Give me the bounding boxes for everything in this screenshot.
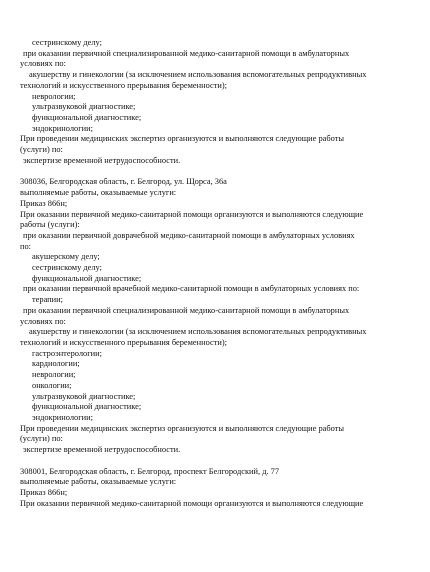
text-line: ультразвуковой диагностике; <box>32 391 136 401</box>
text-line: работы (услуги): <box>20 220 80 230</box>
text-line: технологий и искусственного прерывания беременности); <box>20 80 227 90</box>
text-line: при оказании первичной врачебной медико-санитарной помощи в амбулаторных условиях по: <box>23 284 360 294</box>
paragraph-gap <box>20 166 410 177</box>
text-line: При проведении медицинских экспертиз организуются и выполняются следующие работы <box>20 134 344 144</box>
text-line: При оказании первичной медико-санитарной помощи организуются и выполняются следующие <box>20 209 364 219</box>
text-line: условиях по: <box>20 316 66 326</box>
address-block <box>20 177 410 455</box>
text-line: функциональной диагностике; <box>32 112 142 122</box>
text-line: выполняемые работы, оказываемые услуги: <box>20 477 177 487</box>
text-line: Приказ 866н; <box>20 198 68 208</box>
text-line: (услуги) по: <box>20 434 63 444</box>
text-line: при оказании первичной специализированной медико-санитарной помощи в амбулаторных <box>23 305 350 315</box>
text-line: при оказании первичной специализированной медико-санитарной помощи в амбулаторных <box>23 48 350 58</box>
text-line: сестринскому делу; <box>32 38 102 47</box>
text-line: неврологии; <box>32 370 76 380</box>
text-line: акушерству и гинекологии (за исключением использования вспомогательных репродуктивных <box>29 327 367 337</box>
text-line: при оказании первичной доврачебной медико-санитарной помощи в амбулаторных условиях <box>23 230 355 240</box>
text-line: по: <box>20 241 31 251</box>
text-line: терапии; <box>32 295 63 305</box>
text-line: неврологии; <box>32 91 76 101</box>
address-block <box>20 467 410 510</box>
text-line: При проведении медицинских экспертиз организуются и выполняются следующие работы <box>20 423 344 433</box>
text-line: экспертизе временной нетрудоспособности. <box>23 155 181 165</box>
paragraph-gap <box>20 456 410 467</box>
text-line: функциональной диагностике; <box>32 402 142 412</box>
text-line: онкологии; <box>32 380 72 390</box>
text-line: экспертизе временной нетрудоспособности. <box>23 445 181 455</box>
address-block <box>20 38 410 166</box>
text-line: 308036, Белгородская область, г. Белгород, ул. Щорса, 36а <box>20 177 227 187</box>
text-line: акушерству и гинекологии (за исключением использования вспомогательных репродуктивных <box>29 70 367 80</box>
text-line: кардиологии; <box>32 359 80 369</box>
text-line: ультразвуковой диагностике; <box>32 102 136 112</box>
text-line: акушерскому делу; <box>32 252 100 262</box>
text-line: эндокринологии; <box>32 412 93 422</box>
text-line: функциональной диагностике; <box>32 273 142 283</box>
text-line: При оказании первичной медико-санитарной помощи организуются и выполняются следующие <box>20 498 364 508</box>
text-line: 308001, Белгородская область, г. Белгород, проспект Белгородский, д. 77 <box>20 466 280 476</box>
document-body <box>20 38 410 510</box>
text-line: сестринскому делу; <box>32 263 102 273</box>
text-line: гастроэнтерологии; <box>32 348 102 358</box>
text-line: условиях по: <box>20 59 66 69</box>
text-line: Приказ 866н; <box>20 488 68 498</box>
text-line: выполняемые работы, оказываемые услуги: <box>20 188 177 198</box>
text-line: технологий и искусственного прерывания беременности); <box>20 337 227 347</box>
text-line: эндокринологии; <box>32 123 93 133</box>
text-line: (услуги) по: <box>20 145 63 155</box>
